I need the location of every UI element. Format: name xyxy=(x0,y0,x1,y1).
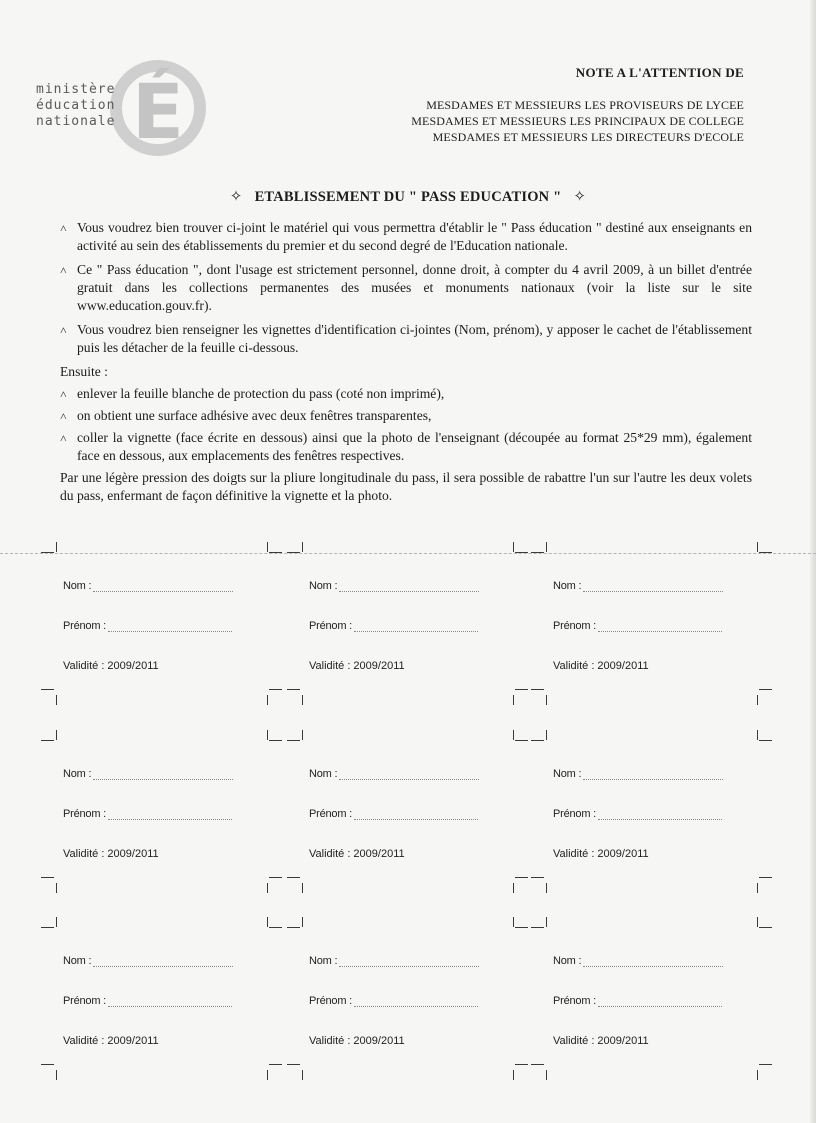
crop-mark xyxy=(531,877,544,878)
crop-mark xyxy=(287,1064,300,1065)
crop-mark xyxy=(269,1064,282,1065)
crop-mark xyxy=(513,883,514,893)
nom-field[interactable] xyxy=(93,956,233,967)
vignette-card[interactable] xyxy=(532,728,772,881)
crop-mark xyxy=(759,877,772,878)
crop-mark xyxy=(757,917,758,927)
crop-mark xyxy=(302,695,303,705)
recipient-line: MESDAMES ET MESSIEURS LES PROVISEURS DE LYCEE xyxy=(426,98,744,112)
crop-mark xyxy=(531,1064,544,1065)
nom-field[interactable] xyxy=(583,581,723,592)
prenom-label: Prénom : xyxy=(309,808,353,820)
crop-mark xyxy=(513,730,514,740)
nom-label: Nom : xyxy=(309,580,338,592)
vignette-sheet xyxy=(0,540,816,1100)
step-item xyxy=(60,385,752,403)
crop-mark xyxy=(269,689,282,690)
step-text: on obtient une surface adhésive avec deux fenêtres transparentes, xyxy=(77,408,432,423)
nom-field[interactable] xyxy=(583,769,723,780)
crop-mark xyxy=(287,877,300,878)
crop-mark xyxy=(531,740,544,741)
crop-mark xyxy=(531,927,544,928)
crop-mark xyxy=(41,689,54,690)
note-title: NOTE A L'ATTENTION DE xyxy=(575,65,744,80)
recipient-line: MESDAMES ET MESSIEURS LES DIRECTEURS D'ECOLE xyxy=(432,130,744,144)
prenom-label: Prénom : xyxy=(63,620,107,632)
crop-mark xyxy=(546,695,547,705)
crop-mark xyxy=(513,1070,514,1080)
bullet-arrow-icon: ˄ xyxy=(60,387,67,401)
nom-field[interactable] xyxy=(583,956,723,967)
step-text: enlever la feuille blanche de protection du pass (coté non imprimé), xyxy=(77,386,445,401)
vignette-card[interactable] xyxy=(288,728,528,881)
crop-mark xyxy=(267,542,268,552)
nom-field[interactable] xyxy=(93,769,233,780)
nom-label: Nom : xyxy=(63,580,92,592)
then-label: Ensuite : xyxy=(60,364,108,379)
crop-mark xyxy=(287,927,300,928)
crop-mark xyxy=(56,695,57,705)
crop-mark xyxy=(56,917,57,927)
prenom-field[interactable] xyxy=(354,621,478,632)
crop-mark xyxy=(269,927,282,928)
prenom-field[interactable] xyxy=(598,621,722,632)
vignette-card[interactable] xyxy=(532,540,772,693)
vignette-card[interactable] xyxy=(42,540,282,693)
crop-mark xyxy=(302,730,303,740)
nom-field[interactable] xyxy=(93,581,233,592)
crop-mark xyxy=(267,917,268,927)
crop-mark xyxy=(515,552,528,553)
crop-mark xyxy=(267,730,268,740)
crop-mark xyxy=(515,689,528,690)
nom-label: Nom : xyxy=(309,768,338,780)
vignette-card[interactable] xyxy=(288,915,528,1068)
validite-label: Validité : 2009/2011 xyxy=(553,660,649,672)
crop-mark xyxy=(287,552,300,553)
nom-label: Nom : xyxy=(309,955,338,967)
prenom-field[interactable] xyxy=(354,809,478,820)
ministere-education-nationale-logo-mark xyxy=(108,46,208,156)
crop-mark xyxy=(546,917,547,927)
nom-label: Nom : xyxy=(553,580,582,592)
logo-line-ministere: ministère xyxy=(36,82,116,97)
crop-mark xyxy=(267,695,268,705)
crop-mark xyxy=(267,883,268,893)
crop-mark xyxy=(269,552,282,553)
step-item xyxy=(60,429,752,465)
crop-mark xyxy=(759,689,772,690)
crop-mark xyxy=(56,730,57,740)
crop-mark xyxy=(546,1070,547,1080)
document-title-text: ETABLISSEMENT DU " PASS EDUCATION " xyxy=(254,189,562,205)
crop-mark xyxy=(302,1070,303,1080)
crop-mark xyxy=(302,917,303,927)
crop-mark xyxy=(759,1064,772,1065)
crop-mark xyxy=(515,877,528,878)
recipients-block xyxy=(411,97,744,145)
vignette-card[interactable] xyxy=(532,915,772,1068)
crop-mark xyxy=(546,883,547,893)
logo-mark-letter: É xyxy=(132,67,184,156)
document-title xyxy=(0,187,816,206)
crop-mark xyxy=(302,883,303,893)
star-left-icon: ✧ xyxy=(229,189,243,205)
bullet-arrow-icon: ˄ xyxy=(60,431,67,445)
crop-mark xyxy=(56,542,57,552)
prenom-label: Prénom : xyxy=(63,995,107,1007)
validite-label: Validité : 2009/2011 xyxy=(63,848,159,860)
closing-paragraph: Par une légère pression des doigts sur la pliure longitudinale du pass, il sera possible de rabattre l'un sur l'autre les deux volets du pass, enfermant de façon définitive la vignette et la photo. xyxy=(60,470,752,503)
prenom-label: Prénom : xyxy=(309,995,353,1007)
crop-mark xyxy=(41,740,54,741)
nom-field[interactable] xyxy=(339,581,479,592)
intro-bullet xyxy=(60,219,752,255)
nom-label: Nom : xyxy=(553,955,582,967)
crop-mark xyxy=(302,542,303,552)
crop-mark xyxy=(41,1064,54,1065)
prenom-label: Prénom : xyxy=(309,620,353,632)
crop-mark xyxy=(41,927,54,928)
crop-mark xyxy=(287,689,300,690)
prenom-label: Prénom : xyxy=(553,995,597,1007)
crop-mark xyxy=(269,877,282,878)
crop-mark xyxy=(759,927,772,928)
nom-label: Nom : xyxy=(553,768,582,780)
crop-mark xyxy=(513,542,514,552)
prenom-field[interactable] xyxy=(108,809,232,820)
prenom-field[interactable] xyxy=(354,996,478,1007)
crop-mark xyxy=(757,883,758,893)
prenom-label: Prénom : xyxy=(553,808,597,820)
vignette-card[interactable] xyxy=(42,728,282,881)
crop-mark xyxy=(757,730,758,740)
body-text xyxy=(60,219,752,511)
validite-label: Validité : 2009/2011 xyxy=(63,1035,159,1047)
validite-label: Validité : 2009/2011 xyxy=(553,848,649,860)
logo-line-education: éducation xyxy=(36,98,116,113)
prenom-label: Prénom : xyxy=(63,808,107,820)
validite-label: Validité : 2009/2011 xyxy=(553,1035,649,1047)
intro-bullet xyxy=(60,261,752,315)
vignette-card[interactable] xyxy=(288,540,528,693)
crop-mark xyxy=(56,883,57,893)
crop-mark xyxy=(287,740,300,741)
crop-mark xyxy=(515,740,528,741)
logo-line-nationale: nationale xyxy=(36,114,116,129)
crop-mark xyxy=(757,542,758,552)
crop-mark xyxy=(56,1070,57,1080)
crop-mark xyxy=(531,552,544,553)
validite-label: Validité : 2009/2011 xyxy=(63,660,159,672)
validite-label: Validité : 2009/2011 xyxy=(309,660,405,672)
nom-field[interactable] xyxy=(339,956,479,967)
bullet-arrow-icon: ˄ xyxy=(60,409,67,423)
crop-mark xyxy=(41,552,54,553)
crop-mark xyxy=(267,1070,268,1080)
recipient-line: MESDAMES ET MESSIEURS LES PRINCIPAUX DE COLLEGE xyxy=(411,114,744,128)
prenom-field[interactable] xyxy=(598,996,722,1007)
bullet-text: Vous voudrez bien trouver ci-joint le matériel qui vous permettra d'établir le " Pass éducation " destiné aux enseignants en activité au sein des établissements du premier et du second degré de l'Education nationale. xyxy=(77,220,752,253)
logo-wordmark xyxy=(36,82,115,130)
nom-label: Nom : xyxy=(63,955,92,967)
crop-mark xyxy=(531,689,544,690)
crop-mark xyxy=(515,927,528,928)
crop-mark xyxy=(759,740,772,741)
intro-bullet xyxy=(60,321,752,357)
crop-mark xyxy=(513,695,514,705)
prenom-field[interactable] xyxy=(108,621,232,632)
crop-mark xyxy=(546,542,547,552)
crop-mark xyxy=(757,695,758,705)
bullet-text: Vous voudrez bien renseigner les vignettes d'identification ci-jointes (Nom, prénom), y apposer le cachet de l'établissement puis les détacher de la feuille ci-dessous. xyxy=(77,322,752,355)
bullet-arrow-icon: ˄ xyxy=(60,323,67,337)
crop-mark xyxy=(513,917,514,927)
crop-mark xyxy=(41,877,54,878)
step-text: coller la vignette (face écrite en dessous) ainsi que la photo de l'enseignant (découpée au format 25*29 mm), également face en dessous, aux emplacements des fenêtres respectives. xyxy=(77,430,752,463)
crop-mark xyxy=(759,552,772,553)
bullet-arrow-icon: ˄ xyxy=(60,263,67,277)
crop-mark xyxy=(546,730,547,740)
nom-field[interactable] xyxy=(339,769,479,780)
bullet-arrow-icon: ˄ xyxy=(60,221,67,235)
ministry-logo xyxy=(36,46,184,156)
crop-mark xyxy=(515,1064,528,1065)
validite-label: Validité : 2009/2011 xyxy=(309,848,405,860)
bullet-text: Ce " Pass éducation ", dont l'usage est strictement personnel, donne droit, à compter du 4 avril 2009, à un billet d'entrée gratuit dans les collections permanentes des musées et monuments nationaux (voir la liste sur le site www.education.gouv.fr). xyxy=(77,262,752,313)
prenom-field[interactable] xyxy=(598,809,722,820)
prenom-label: Prénom : xyxy=(553,620,597,632)
step-item xyxy=(60,407,752,425)
crop-mark xyxy=(757,1070,758,1080)
crop-mark xyxy=(269,740,282,741)
nom-label: Nom : xyxy=(63,768,92,780)
star-right-icon: ✧ xyxy=(573,189,587,205)
vignette-card[interactable] xyxy=(42,915,282,1068)
prenom-field[interactable] xyxy=(108,996,232,1007)
validite-label: Validité : 2009/2011 xyxy=(309,1035,405,1047)
